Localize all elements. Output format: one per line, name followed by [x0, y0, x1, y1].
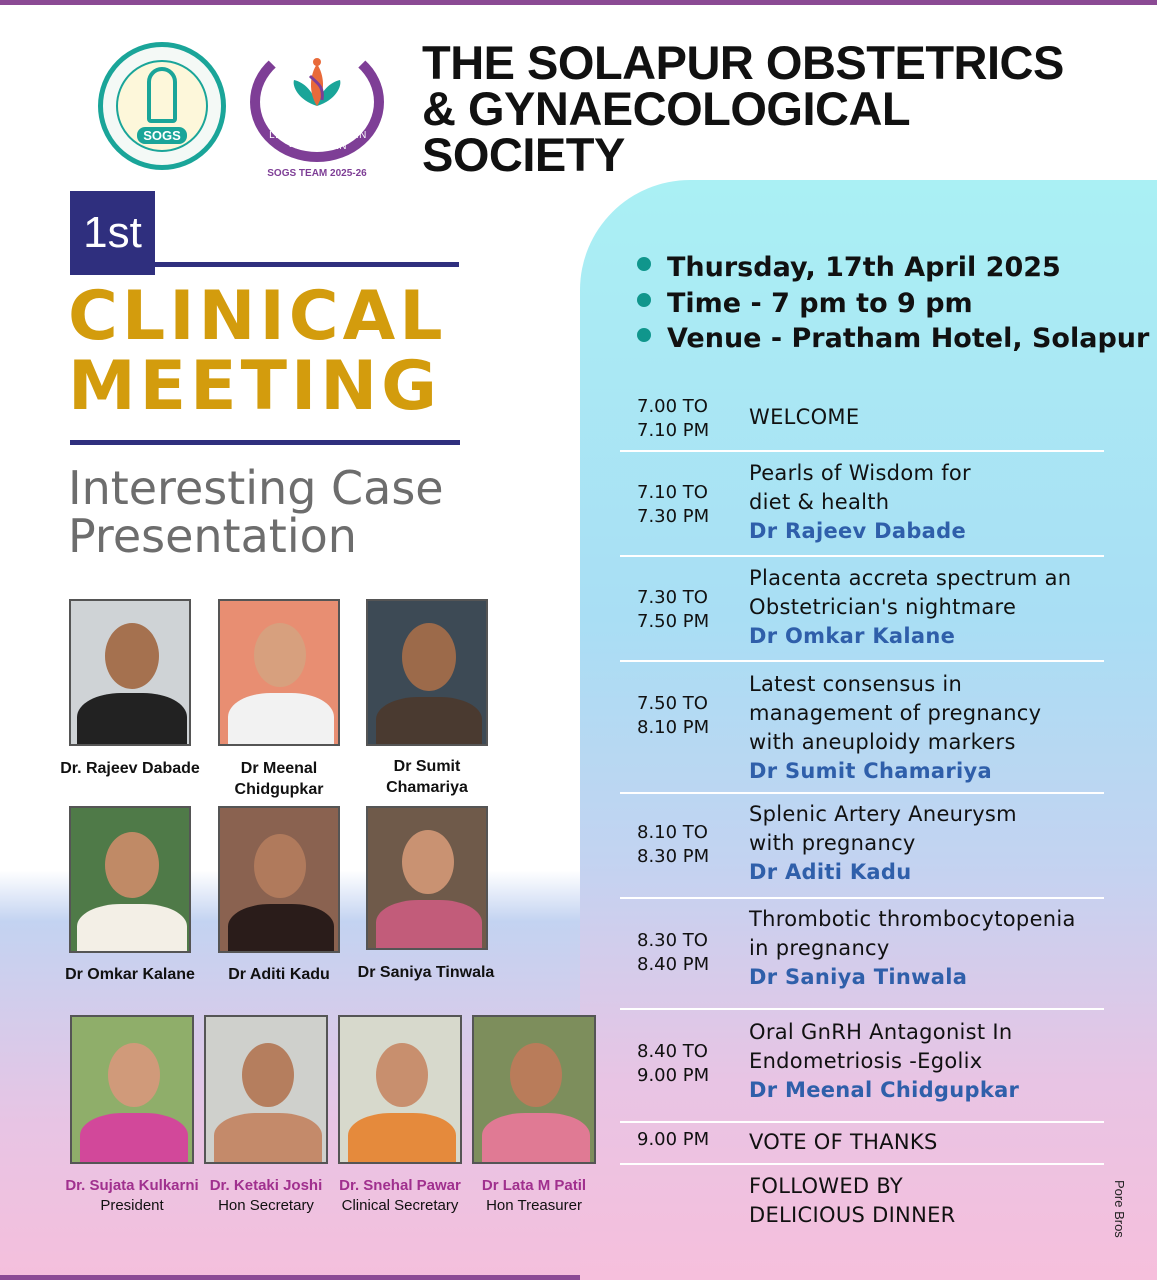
program-time: 7.00 TO 7.10 PM [637, 396, 710, 441]
program-speaker: Dr Saniya Tinwala [749, 965, 968, 989]
speaker-photo [69, 599, 191, 746]
office-bearer-body [348, 1113, 456, 1164]
speaker-body [376, 697, 482, 746]
team-label: SOGS TEAM 2025-26 [267, 168, 367, 179]
office-bearer-photo [204, 1015, 328, 1164]
program-speaker: Dr Omkar Kalane [749, 624, 956, 648]
office-bearer-face [376, 1043, 428, 1107]
speaker-face [105, 623, 159, 689]
office-bearer-face [242, 1043, 294, 1107]
program-speaker: Dr Rajeev Dabade [749, 519, 967, 543]
program-row [620, 557, 1104, 662]
program-row [620, 899, 1104, 1010]
speaker-name: Dr Meenal Chidgupkar [234, 760, 324, 798]
program-time: 8.30 TO 8.40 PM [637, 930, 710, 975]
society-title-line2: & GYNAECOLOGICAL [422, 82, 911, 135]
program-topic: WELCOME [749, 405, 860, 429]
program-time: 7.50 TO 8.10 PM [637, 693, 710, 738]
program-row [620, 452, 1104, 557]
program-topic: VOTE OF THANKS [749, 1130, 938, 1154]
meeting-subtitle [68, 461, 518, 563]
designer-credit: Pore Bros [1112, 1180, 1127, 1238]
program-time: 7.30 TO 7.50 PM [637, 587, 710, 632]
program-speaker: Dr Aditi Kadu [749, 860, 912, 884]
office-bearer-name: Dr. Ketaki Joshi [209, 1177, 323, 1194]
speaker-face [402, 623, 456, 691]
program-time: 7.10 TO 7.30 PM [637, 482, 710, 527]
divider-bottom [70, 440, 460, 445]
divider-top [155, 262, 459, 267]
office-bearer-face [510, 1043, 562, 1107]
office-bearer-caption [330, 1176, 470, 1216]
office-bearer-photo [70, 1015, 194, 1164]
speaker-name: Dr Saniya Tinwala [357, 964, 495, 981]
meeting-title-line1: CLINICAL [68, 277, 447, 356]
office-bearer-body [214, 1113, 322, 1164]
speaker-photo [218, 599, 340, 746]
speaker-face [105, 832, 159, 898]
office-bearer-photo [338, 1015, 462, 1164]
meeting-subtitle-line2: Presentation [68, 509, 357, 563]
program-topic: Placenta accreta spectrum an Obstetrician's nightmare Dr Omkar Kalane [749, 564, 1071, 651]
speaker-body [376, 900, 482, 950]
speaker-face [254, 834, 306, 898]
program-speaker: Dr Sumit Chamariya [749, 759, 993, 783]
meeting-title [68, 277, 488, 426]
program-time: 9.00 PM [637, 1129, 710, 1150]
program-row [620, 1010, 1104, 1123]
program-row [620, 390, 1104, 452]
speaker-name: Dr Sumit Chamariya [386, 758, 468, 796]
program-topic: Latest consensus in management of pregnancy with aneuploidy markers Dr Sumit Chamariya [749, 670, 1041, 786]
office-bearer-caption [196, 1176, 336, 1216]
program-topic: Thrombotic thrombocytopenia in pregnancy Dr Saniya Tinwala [749, 905, 1076, 992]
lotus-icon [288, 56, 346, 114]
meeting-subtitle-line1: Interesting Case [68, 461, 444, 515]
program-topic: Oral GnRH Antagonist In Endometriosis -Egolix Dr Meenal Chidgupkar [749, 1018, 1019, 1105]
mother-child-icon [147, 67, 177, 123]
office-bearer-name: Dr. Sujata Kulkarni [65, 1177, 199, 1194]
speaker-photo [69, 806, 191, 953]
program-row [620, 662, 1104, 794]
ordinal-badge: 1st [70, 191, 155, 275]
meeting-title-line2: MEETING [68, 347, 441, 426]
society-title-line3: SOCIETY [422, 128, 625, 181]
office-bearer-photo [472, 1015, 596, 1164]
speaker-photo [366, 599, 488, 746]
office-bearer-caption [62, 1176, 202, 1216]
office-bearer-name: Dr Lata M Patil [481, 1177, 587, 1194]
society-title [422, 36, 1122, 181]
office-bearer-face [108, 1043, 160, 1107]
sogs-logo-label: SOGS [137, 127, 187, 144]
speaker-name: Dr Aditi Kadu [228, 966, 330, 983]
program-speaker: Dr Meenal Chidgupkar [749, 1078, 1020, 1102]
speaker-name: Dr Omkar Kalane [65, 966, 195, 983]
office-bearer-body [482, 1113, 590, 1164]
speaker-body [228, 904, 334, 953]
sogs-logo [98, 42, 226, 170]
program-time: 8.40 TO 9.00 PM [637, 1041, 710, 1086]
team-motto: LEARN • UNLEARN • RELEARN [269, 130, 367, 152]
event-date: Thursday, 17th April 2025 [637, 252, 1061, 283]
bullet-icon [637, 257, 651, 271]
office-bearer-name: Dr. Snehal Pawar [339, 1177, 461, 1194]
row-divider [620, 1163, 1104, 1165]
bullet-icon [637, 328, 651, 342]
speaker-body [228, 693, 334, 746]
top-border [0, 0, 1157, 5]
sogs-logo-inner [116, 60, 208, 152]
office-bearer-role: Hon Treasurer [486, 1197, 582, 1214]
sogs-team-logo [248, 42, 386, 180]
speaker-face [402, 830, 454, 894]
program-time: 8.10 TO 8.30 PM [637, 822, 710, 867]
event-venue: Venue - Pratham Hotel, Solapur [637, 323, 1149, 354]
speaker-body [77, 904, 187, 953]
speaker-name: Dr. Rajeev Dabade [60, 760, 200, 777]
program-row [620, 1123, 1104, 1165]
office-bearer-role: President [100, 1197, 164, 1214]
program-topic: Splenic Artery Aneurysm with pregnancy Dr Aditi Kadu [749, 800, 1017, 887]
speaker-face [254, 623, 306, 687]
speaker-photo [366, 806, 488, 950]
dinner-note: FOLLOWED BY DELICIOUS DINNER [749, 1174, 956, 1227]
society-title-line1: THE SOLAPUR OBSTETRICS [422, 36, 1064, 89]
program-row [620, 794, 1104, 899]
office-bearer-role: Clinical Secretary [341, 1197, 459, 1214]
speaker-body [77, 693, 187, 746]
office-bearer-body [80, 1113, 188, 1164]
office-bearer-role: Hon Secretary [218, 1197, 314, 1214]
office-bearer-caption [464, 1176, 604, 1216]
event-time: Time - 7 pm to 9 pm [637, 288, 973, 319]
program-topic: Pearls of Wisdom for diet & health Dr Rajeev Dabade [749, 459, 971, 546]
speaker-photo [218, 806, 340, 953]
bullet-icon [637, 293, 651, 307]
